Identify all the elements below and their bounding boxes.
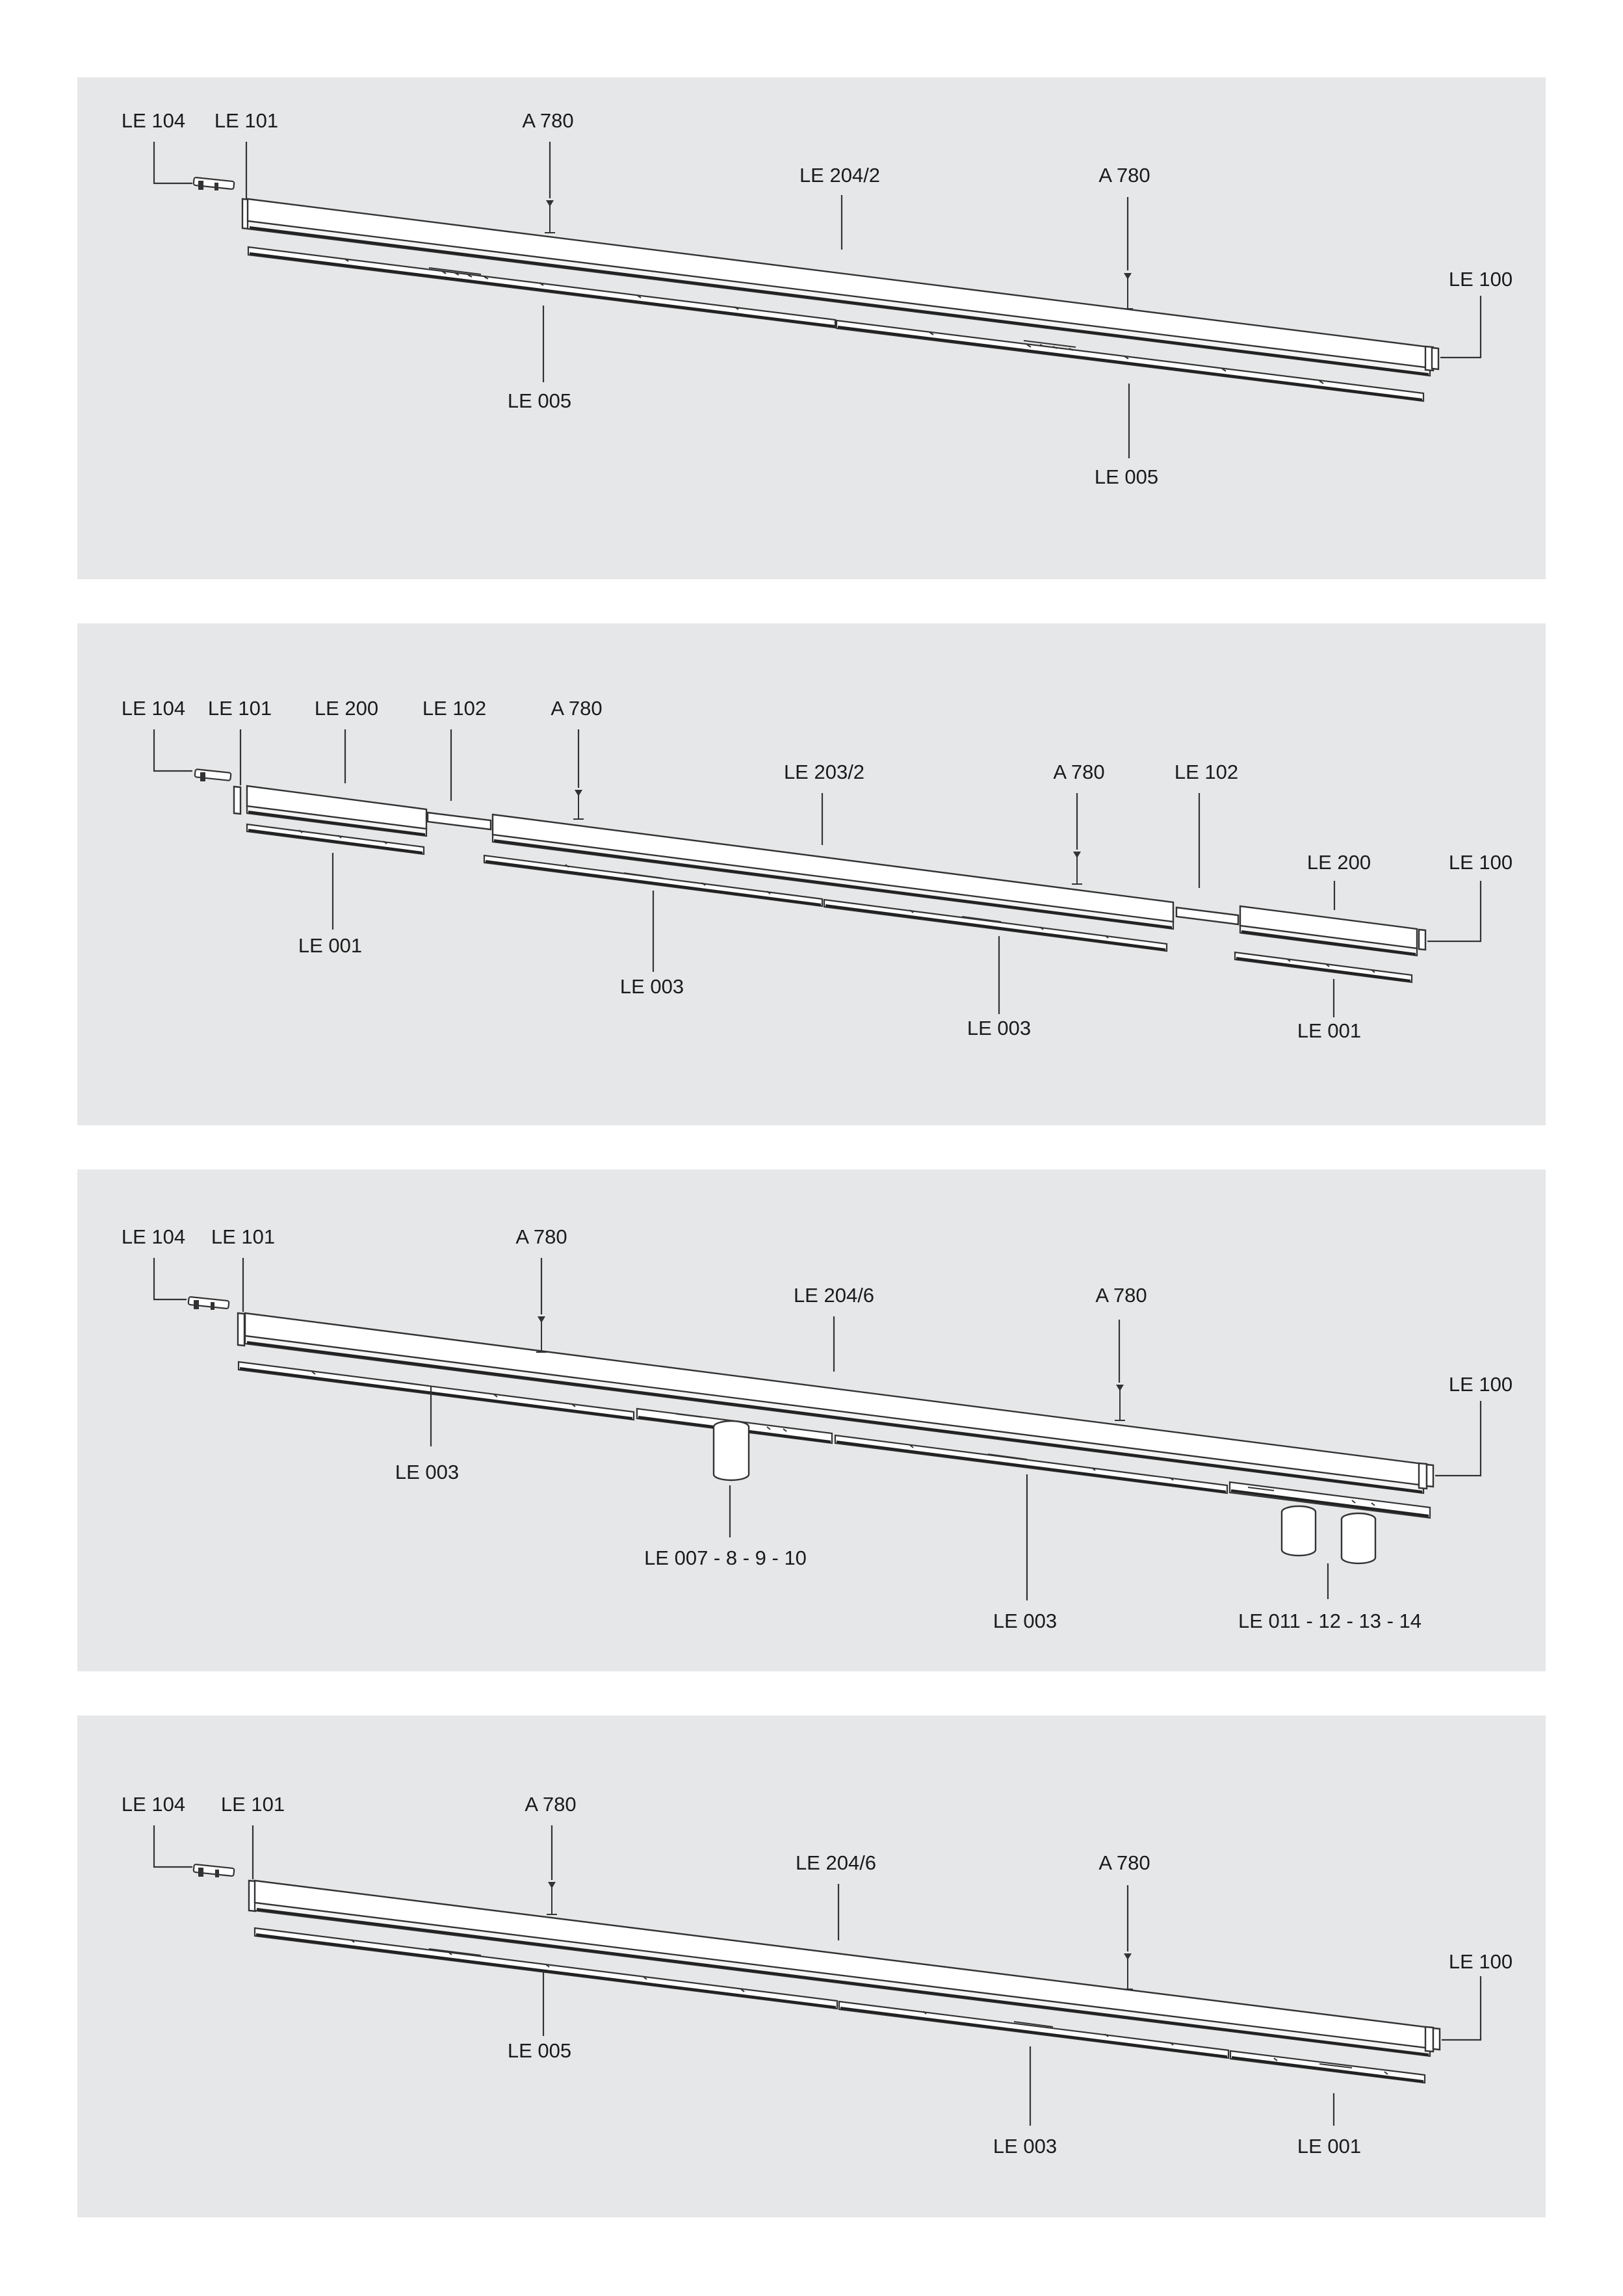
end-cap-le101 — [234, 787, 240, 814]
label-spotlight-double: LE 011 - 12 - 13 - 14 — [1238, 1610, 1422, 1632]
label-le104: LE 104 — [121, 697, 186, 720]
label-le001: LE 001 — [298, 934, 363, 957]
label-profile: LE 203/2 — [783, 761, 865, 783]
label-le003: LE 003 — [993, 2135, 1058, 2158]
label-le200: LE 200 — [1306, 851, 1371, 874]
label-le005: LE 005 — [507, 2039, 572, 2062]
end-cap-le101 — [238, 1313, 244, 1346]
panel-3 — [77, 1169, 1546, 1671]
label-le003: LE 003 — [619, 975, 684, 998]
label-led-module: LE 005 — [507, 389, 572, 412]
label-le102: LE 102 — [1174, 761, 1239, 783]
spotlight-le011-a — [1282, 1506, 1316, 1556]
label-profile: LE 204/2 — [799, 164, 881, 187]
spotlight-le007 — [714, 1421, 749, 1480]
label-profile: LE 204/6 — [793, 1284, 875, 1307]
label-le101: LE 101 — [214, 109, 279, 132]
label-le100: LE 100 — [1448, 851, 1513, 874]
label-le102: LE 102 — [422, 697, 487, 720]
label-le101: LE 101 — [207, 697, 272, 720]
label-le104: LE 104 — [121, 1793, 186, 1816]
end-cap-le100 — [1427, 1465, 1433, 1487]
label-le001: LE 001 — [1297, 2135, 1362, 2158]
label-le104: LE 104 — [121, 109, 186, 132]
label-le200: LE 200 — [314, 697, 379, 720]
label-a780: A 780 — [1053, 761, 1105, 783]
label-a780: A 780 — [525, 1793, 577, 1816]
label-le003: LE 003 — [993, 1610, 1058, 1632]
panel-1 — [77, 77, 1546, 579]
end-cap-le100 — [1419, 930, 1425, 950]
label-profile: LE 204/6 — [795, 1851, 877, 1874]
label-le101: LE 101 — [220, 1793, 285, 1816]
end-cap-le100 — [1432, 348, 1438, 369]
label-le104: LE 104 — [121, 1225, 186, 1248]
label-a780: A 780 — [1095, 1284, 1147, 1307]
label-led-module: LE 005 — [1094, 465, 1159, 488]
label-le100: LE 100 — [1448, 268, 1513, 291]
label-spotlight-single: LE 007 - 8 - 9 - 10 — [644, 1546, 807, 1569]
label-le001: LE 001 — [1297, 1019, 1362, 1042]
label-a780: A 780 — [1098, 1851, 1150, 1874]
label-le100: LE 100 — [1448, 1373, 1513, 1396]
label-a780: A 780 — [522, 109, 574, 132]
panel-background — [77, 77, 1546, 579]
spotlight-le011-b — [1342, 1513, 1375, 1563]
label-a780: A 780 — [1098, 164, 1150, 187]
panel-2 — [77, 623, 1546, 1125]
label-le101: LE 101 — [211, 1225, 276, 1248]
panel-background — [77, 1169, 1546, 1671]
label-a780: A 780 — [515, 1225, 567, 1248]
end-cap-le100 — [1433, 2028, 1440, 2050]
label-le003: LE 003 — [395, 1461, 460, 1483]
label-a780: A 780 — [551, 697, 603, 720]
panel-4 — [77, 1715, 1546, 2217]
label-le100: LE 100 — [1448, 1950, 1513, 1973]
label-le003: LE 003 — [967, 1017, 1032, 1039]
